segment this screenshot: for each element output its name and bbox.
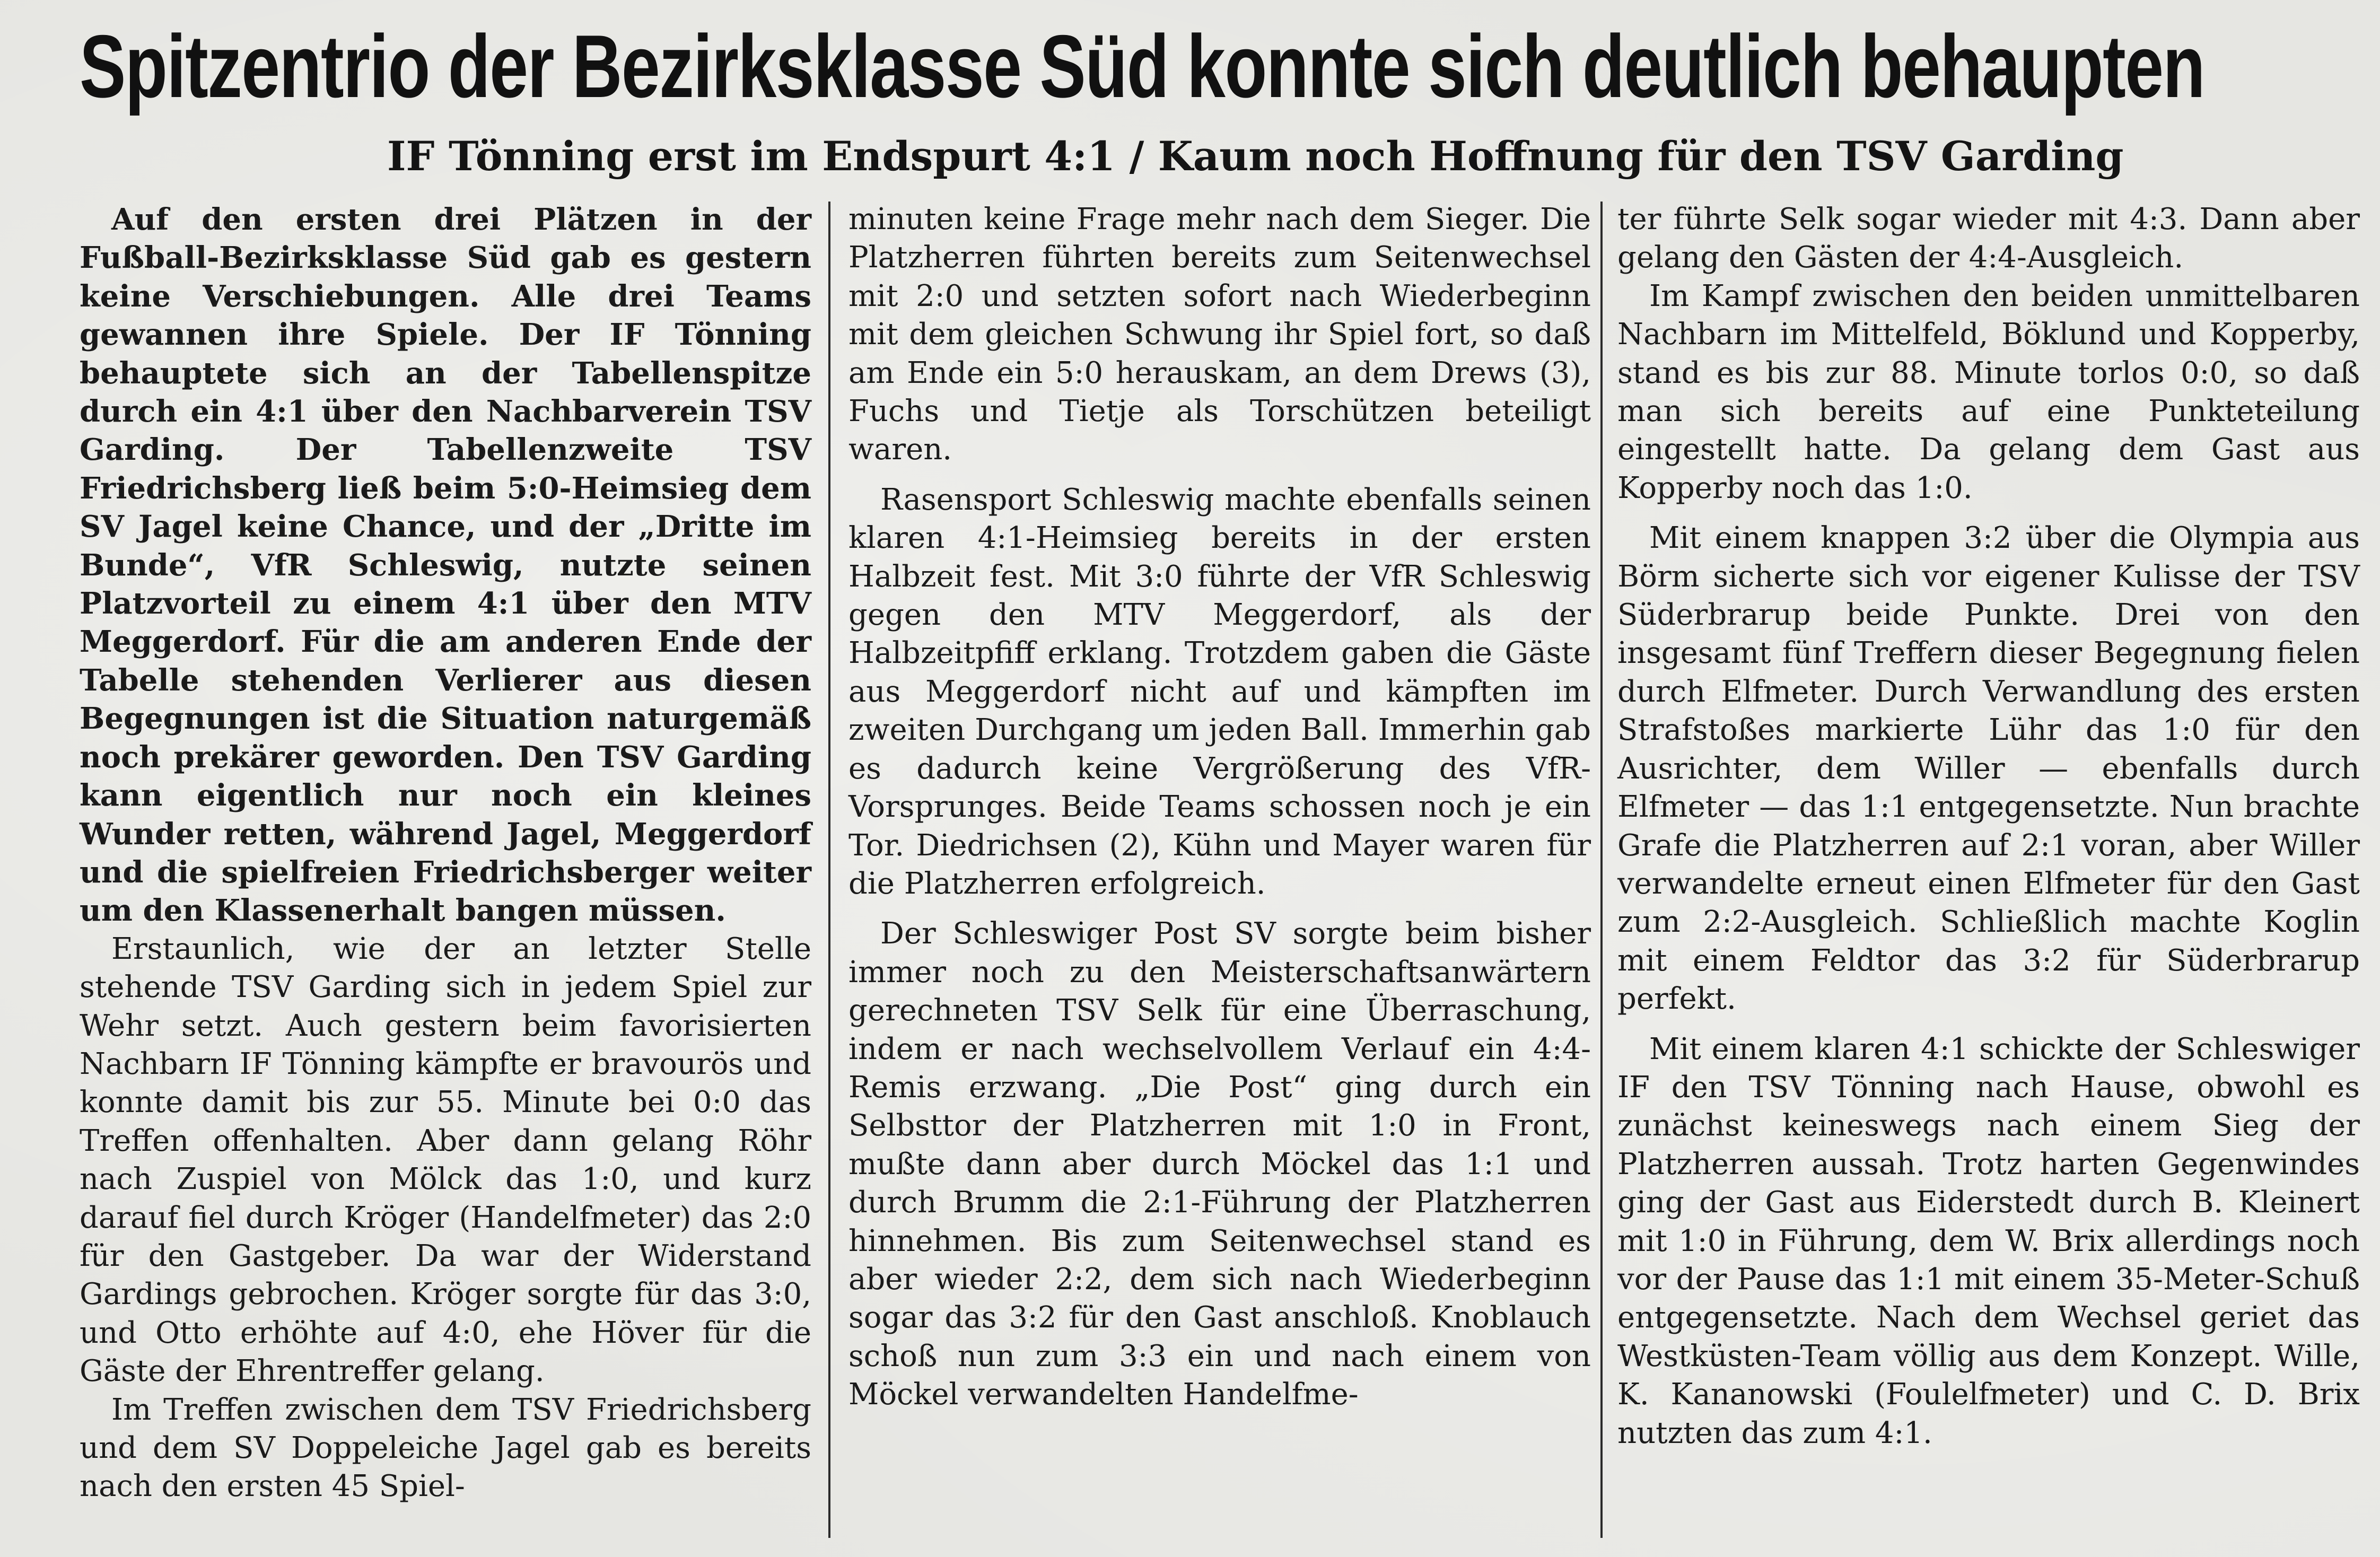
headline-text: Spitzentrio der Bezirksklasse Süd konnte sich deutlich behaupten bbox=[80, 16, 2205, 116]
column-rule bbox=[1600, 202, 1603, 1538]
subheadline: IF Tönning erst im Endspurt 4:1 / Kaum noch Hoffnung für den TSV Garding bbox=[387, 133, 2124, 180]
article-paragraph: Im Kampf zwischen den beiden unmittelbaren Nachbarn im Mittelfeld, Böklund und Kopperby, stand es bis zur 88. Minute torlos 0:0, so daß man sich bereits auf eine Punkteteilung eingestellt hatte. Da gelang dem Gast aus Kopperby noch das 1:0. bbox=[1617, 278, 2360, 505]
article-paragraph: minuten keine Frage mehr nach dem Sieger. Die Platzherren führten bereits zum Seitenwechsel mit 2:0 und setzten sofort nach Wiederbeginn mit dem gleichen Schwung ihr Spiel fort, so daß am Ende ein 5:0 herauskam, an dem Drews (3), Fuchs und Tietje als Torschützen beteiligt waren. bbox=[848, 202, 1591, 467]
article-column-3 bbox=[1617, 200, 2360, 1464]
article-paragraph: Der Schleswiger Post SV sorgte beim bisher immer noch zu den Meisterschaftsanwärtern gerechneten TSV Selk für eine Überraschung, indem er nach wechselvollem Verlauf ein 4:4-Remis erzwang. „Die Post“ ging durch ein Selbsttor der Platzherren mit 1:0 in Front, mußte dann aber durch Möckel das 1:1 und durch Brumm die 2:1-Führung der Platzherren hinnehmen. Bis zum Seitenwechsel stand es aber wieder 2:2, dem sich nach Wiederbeginn sogar das 3:2 für den Gast anschloß. Knoblauch schoß nun zum 3:3 ein und nach einem von Möckel verwandelten Handelfme- bbox=[848, 916, 1591, 1412]
article-column-1 bbox=[80, 200, 811, 1506]
lead-paragraph: Auf den ersten drei Plätzen in der Fußball-Bezirksklasse Süd gab es gestern keine Verschiebungen. Alle drei Teams gewannen ihre Spiele. Der IF Tönning behauptete sich an der Tabellenspitze durch ein 4:1 über den Nachbarverein TSV Garding. Der Tabellenzweite TSV Friedrichsberg ließ beim 5:0-Heimsieg dem SV Jagel keine Chance, und der „Dritte im Bunde“, VfR Schleswig, nutzte seinen Platzvorteil zu einem 4:1 über den MTV Meggerdorf. Für die am anderen Ende der Tabelle stehenden Verlierer aus diesen Begegnungen ist die Situation naturgemäß noch prekärer geworden. Den TSV Garding kann eigentlich nur noch ein kleines Wunder retten, während Jagel, Meggerdorf und die spielfreien Friedrichsberger weiter um den Klassenerhalt bangen müssen. bbox=[80, 202, 811, 929]
article-paragraph: Erstaunlich, wie der an letzter Stelle stehende TSV Garding sich in jedem Spiel zur Wehr setzt. Auch gestern beim favorisierten Nachbarn IF Tönning kämpfte er bravourös und konnte damit bis zur 55. Minute bei 0:0 das Treffen offenhalten. Aber dann gelang Röhr nach Zuspiel von Mölck das 1:0, und kurz darauf fiel durch Kröger (Handelfmeter) das 2:0 für den Gastgeber. Da war der Widerstand Gardings gebrochen. Kröger sorgte für das 3:0, und Otto erhöhte auf 4:0, ehe Höver für die Gäste der Ehrentreffer gelang. bbox=[80, 931, 811, 1389]
article-paragraph: Rasensport Schleswig machte ebenfalls seinen klaren 4:1-Heimsieg bereits in der ersten Halbzeit fest. Mit 3:0 führte der VfR Schleswig gegen den MTV Meggerdorf, als der Halbzeitpfiff erklang. Trotzdem gaben die Gäste aus Meggerdorf nicht auf und kämpften im zweiten Durchgang um jeden Ball. Immerhin gab es dadurch keine Vergrößerung des VfR-Vorsprunges. Beide Teams schossen noch je ein Tor. Diedrichsen (2), Kühn und Mayer waren für die Platzherren erfolgreich. bbox=[848, 482, 1591, 901]
headline bbox=[80, 16, 2355, 117]
article-paragraph: Mit einem knappen 3:2 über die Olympia aus Börm sicherte sich vor eigener Kulisse der TSV Süderbrarup beide Punkte. Drei von den insgesamt fünf Treffern dieser Begegnung fielen durch Elfmeter. Durch Verwandlung des ersten Strafstoßes markierte Lühr das 1:0 für den Ausrichter, dem Willer — ebenfalls durch Elfmeter — das 1:1 entgegensetzte. Nun brachte Grafe die Platzherren auf 2:1 voran, aber Willer verwandelte erneut einen Elfmeter für den Gast zum 2:2-Ausgleich. Schließlich machte Koglin mit einem Feldtor das 3:2 für Süderbrarup perfekt. bbox=[1617, 521, 2360, 1017]
article-paragraph: Im Treffen zwischen dem TSV Friedrichsberg und dem SV Doppeleiche Jagel gab es bereits nach den ersten 45 Spiel- bbox=[80, 1392, 811, 1504]
column-rule bbox=[828, 202, 830, 1538]
article-paragraph: ter führte Selk sogar wieder mit 4:3. Dann aber gelang den Gästen der 4:4-Ausgleich. bbox=[1617, 202, 2360, 275]
article-paragraph: Mit einem klaren 4:1 schickte der Schleswiger IF den TSV Tönning nach Hause, obwohl es zunächst keineswegs nach einem Sieg der Platzherren aussah. Trotz harten Gegenwindes ging der Gast aus Eiderstedt durch B. Kleinert mit 1:0 in Führung, dem W. Brix allerdings noch vor der Pause das 1:1 mit einem 35-Meter-Schuß entgegensetzte. Nach dem Wechsel geriet das Westküsten-Team völlig aus dem Konzept. Wille, K. Kananowski (Foulelfmeter) und C. D. Brix nutzten das zum 4:1. bbox=[1617, 1031, 2360, 1450]
article-column-2 bbox=[848, 200, 1591, 1426]
